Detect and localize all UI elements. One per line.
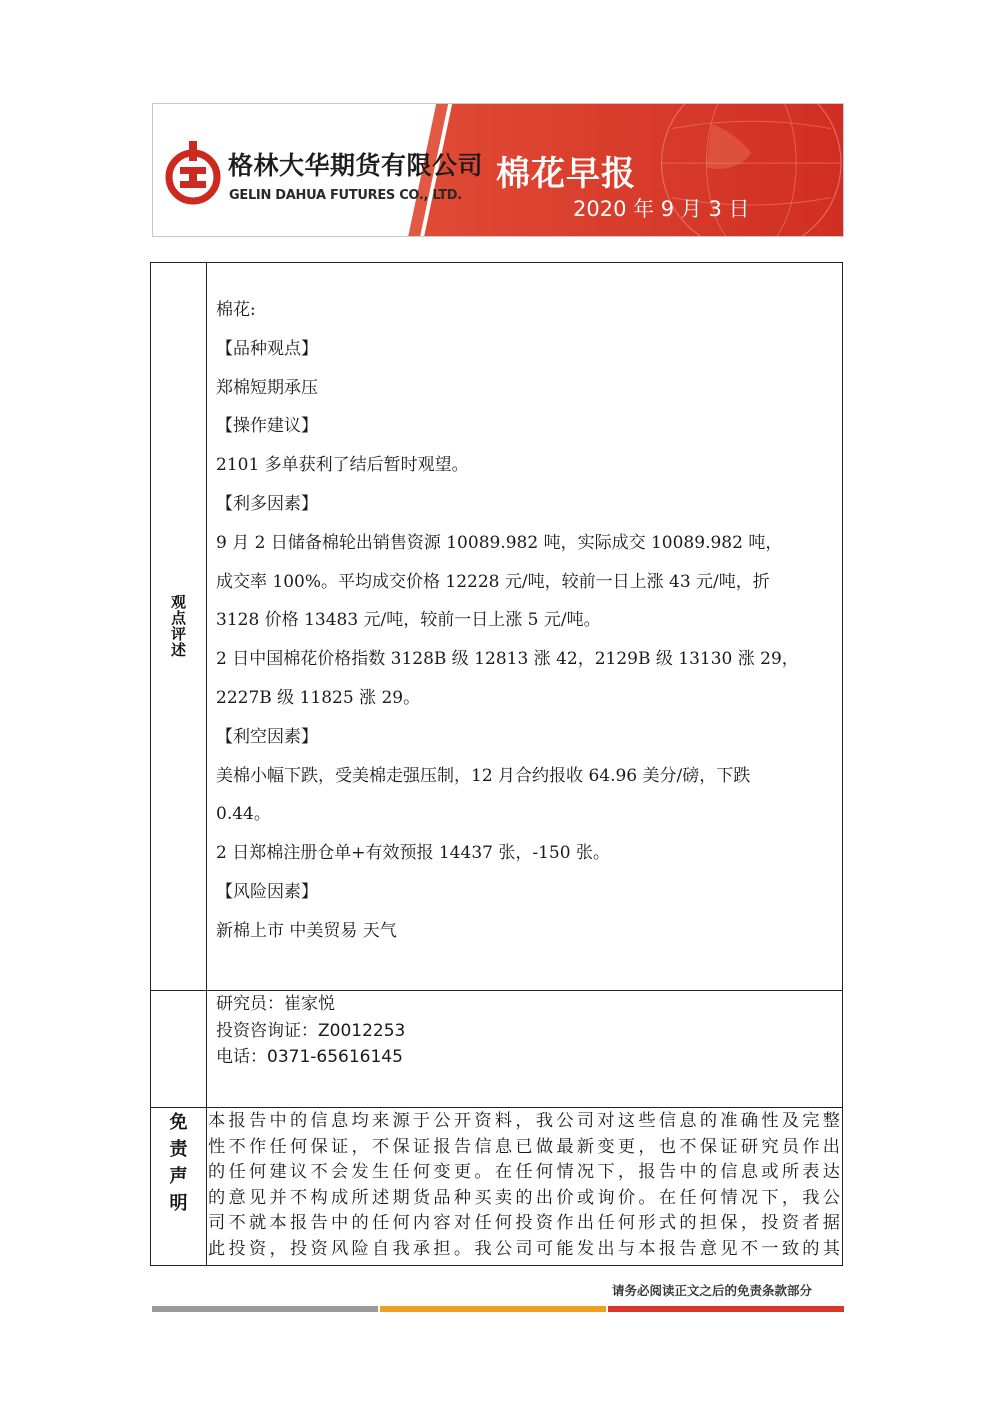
license-line [216, 1018, 405, 1045]
researcher-contact [216, 991, 405, 1071]
view-label-char: 述 [170, 641, 186, 659]
report-title: 棉花早报 [496, 154, 636, 194]
researcher-line [216, 991, 405, 1018]
footer-bar-gray [152, 1306, 378, 1312]
disclaimer-line: 此投资，投资风险自我承担。我公司可能发出与本报告意见不一致的其 [208, 1238, 840, 1259]
content-line: 2227B 级 11825 涨 29。 [216, 687, 421, 708]
company-name-en: GELIN DAHUA FUTURES CO., LTD. [229, 188, 462, 203]
content-heading: 【利空因素】 [216, 726, 318, 747]
content-line: 成交率 100%。平均成交价格 12228 元/吨，较前一日上涨 43 元/吨，折 [216, 571, 770, 592]
disclaimer-label-char: 免 [169, 1112, 188, 1133]
footer-bar-red [608, 1306, 844, 1312]
column-divider [206, 263, 207, 1265]
phone-label: 电话： [216, 1047, 267, 1067]
content-heading: 【操作建议】 [216, 416, 318, 437]
phone-number: 0371-65616145 [267, 1047, 403, 1067]
content-line: 2 日中国棉花价格指数 3128B 级 12813 涨 42，2129B 级 13130 涨 29， [216, 649, 799, 670]
content-line: 3128 价格 13483 元/吨，较前一日上涨 5 元/吨。 [216, 610, 601, 631]
phone-line [216, 1044, 405, 1071]
content-line: 新棉上市 中美贸易 天气 [216, 920, 397, 941]
disclaimer-text [208, 1109, 840, 1265]
disclaimer-line: 的任何建议不会发生任何变更。在任何情况下，报告中的信息或所表达 [208, 1162, 840, 1182]
content-line: 美棉小幅下跌，受美棉走强压制，12 月合约报收 64.96 美分/磅，下跌 [216, 765, 751, 786]
disclaimer-line: 本报告中的信息均来源于公开资料，我公司对这些信息的准确性及完整 [208, 1111, 840, 1131]
content-line: 郑棉短期承压 [216, 377, 318, 398]
license-number: Z0012253 [318, 1020, 406, 1041]
content-line: 2101 多单获利了结后暂时观望。 [216, 455, 469, 476]
report-header-banner [152, 103, 844, 237]
disclaimer-line: 司不就本报告中的任何内容对任何投资作出任何形式的担保，投资者据 [208, 1213, 840, 1233]
researcher-label: 研究员： [216, 994, 284, 1014]
view-label-char: 评 [170, 625, 186, 643]
row-divider [151, 1107, 842, 1108]
disclaimer-label [151, 1109, 206, 1217]
report-date: 2020 年 9 月 3 日 [573, 197, 750, 221]
footer-bar-orange [380, 1306, 606, 1312]
researcher-name: 崔家悦 [284, 994, 335, 1014]
footer-note: 请务必阅读正文之后的免责条款部分 [612, 1283, 813, 1298]
view-section-label [151, 594, 206, 658]
content-heading: 【利多因素】 [216, 493, 318, 514]
content-heading: 【品种观点】 [216, 338, 318, 359]
content-line: 棉花: [216, 300, 256, 320]
license-label: 投资咨询证： [216, 1020, 318, 1041]
disclaimer-label-char: 明 [169, 1193, 188, 1214]
view-label-char: 点 [170, 609, 186, 627]
disclaimer-label-char: 责 [169, 1139, 188, 1160]
content-line: 2 日郑棉注册仓单+有效预报 14437 张，-150 张。 [216, 843, 610, 864]
disclaimer-line: 性不作任何保证，不保证报告信息已做最新变更，也不保证研究员作出 [208, 1136, 840, 1157]
content-line: 0.44。 [216, 804, 271, 825]
content-line: 9 月 2 日储备棉轮出销售资源 10089.982 吨，实际成交 10089.982 吨， [216, 532, 783, 553]
report-table [150, 262, 843, 1266]
company-name-cn: 格林大华期货有限公司 [228, 151, 484, 180]
company-logo-icon [165, 137, 221, 213]
content-heading: 【风险因素】 [216, 881, 318, 902]
view-label-char: 观 [170, 593, 186, 611]
disclaimer-line: 的意见并不构成所述期货品种买卖的出价或询价。在任何情况下，我公 [208, 1187, 840, 1208]
view-section-content [216, 291, 836, 951]
disclaimer-label-char: 声 [169, 1166, 188, 1187]
